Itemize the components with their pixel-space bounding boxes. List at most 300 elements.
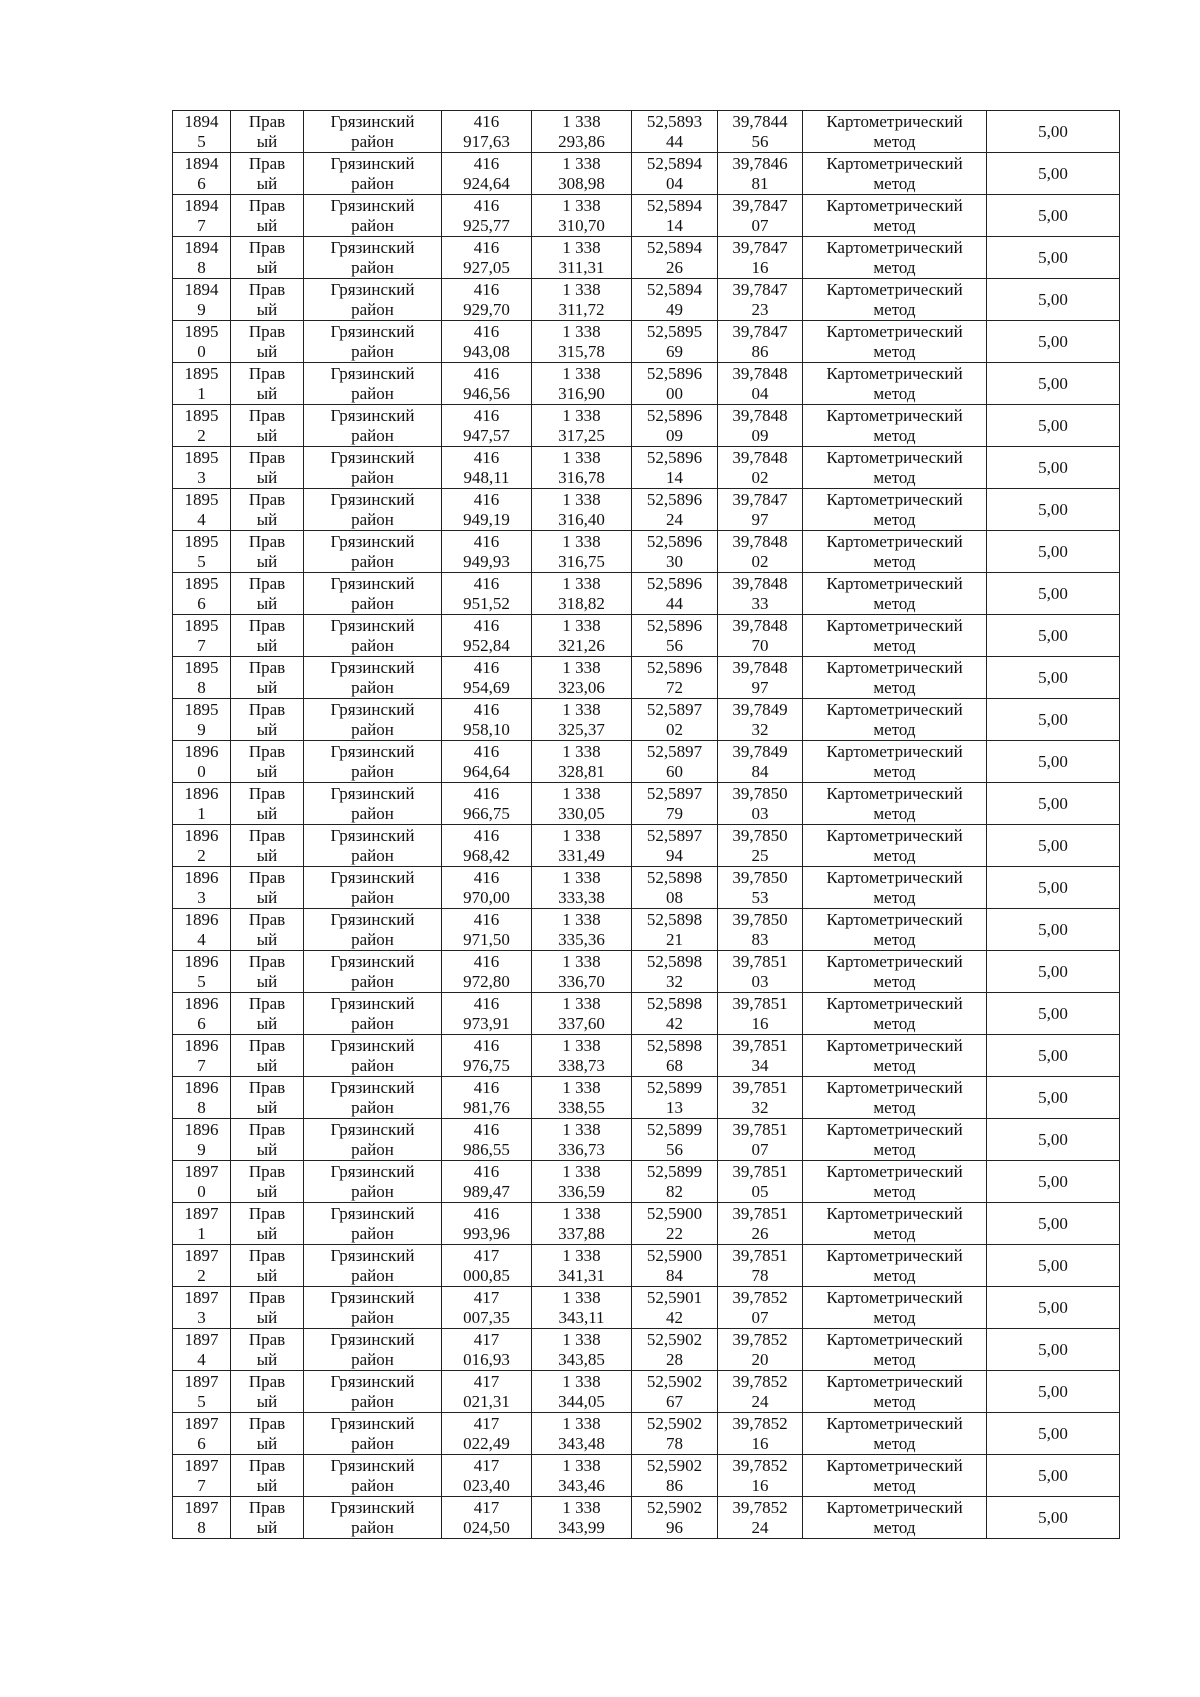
bank-side-cell: [231, 909, 304, 951]
cell-text: 42: [666, 1307, 683, 1327]
point-number-cell: [173, 1455, 231, 1497]
longitude-cell: [718, 489, 803, 531]
longitude-cell: [718, 1077, 803, 1119]
cell-text: Картометрический: [826, 195, 963, 215]
cell-text: 1 338: [562, 405, 601, 425]
cell-text: 417: [473, 1455, 500, 1475]
cell-text: 6: [197, 1433, 206, 1453]
cell-text: 1896: [184, 867, 219, 887]
cell-text: 39,7847: [732, 195, 788, 215]
bank-side-cell: [231, 405, 304, 447]
latitude-cell: [632, 1287, 718, 1329]
cell-text: Прав: [248, 1287, 286, 1307]
cell-text: метод: [873, 677, 916, 697]
point-number-cell: [173, 909, 231, 951]
cell-text: 52,5898: [646, 909, 703, 929]
cell-text: 1 338: [562, 1203, 601, 1223]
cell-text: 1897: [184, 1497, 219, 1517]
bank-side-cell: [231, 363, 304, 405]
cell-text: 343,11: [558, 1307, 605, 1327]
longitude-cell: [718, 867, 803, 909]
cell-text: 22: [666, 1223, 683, 1243]
cell-text: 336,73: [558, 1139, 605, 1159]
latitude-cell: [632, 951, 718, 993]
coord-y-cell: [532, 867, 632, 909]
coord-x-cell: [442, 1161, 532, 1203]
cell-text: 5,00: [1038, 961, 1068, 981]
cell-text: Прав: [248, 111, 286, 131]
longitude-cell: [718, 615, 803, 657]
cell-text: 97: [751, 677, 769, 697]
cell-text: 416: [473, 531, 500, 551]
cell-text: 39,7848: [732, 573, 788, 593]
table-row: [173, 1497, 1120, 1539]
accuracy-cell: [987, 111, 1120, 153]
coord-y-cell: [532, 1245, 632, 1287]
cell-text: 1 338: [562, 447, 601, 467]
district-cell: [304, 1245, 442, 1287]
cell-text: 44: [666, 131, 683, 151]
cell-text: 7: [197, 635, 206, 655]
cell-text: Картометрический: [826, 489, 963, 509]
cell-text: Картометрический: [826, 531, 963, 551]
cell-text: 96: [666, 1517, 683, 1537]
cell-text: метод: [873, 1139, 916, 1159]
bank-side-cell: [231, 447, 304, 489]
cell-text: 39,7852: [732, 1371, 788, 1391]
cell-text: 70: [751, 635, 769, 655]
cell-text: 1 338: [562, 699, 601, 719]
cell-text: Картометрический: [826, 1455, 963, 1475]
cell-text: 981,76: [463, 1097, 510, 1117]
cell-text: 39,7852: [732, 1413, 788, 1433]
cell-text: 5,00: [1038, 751, 1068, 771]
cell-text: Картометрический: [826, 447, 963, 467]
cell-text: 1 338: [562, 867, 601, 887]
cell-text: 315,78: [558, 341, 605, 361]
cell-text: Грязинский: [330, 867, 415, 887]
longitude-cell: [718, 1035, 803, 1077]
cell-text: 5,00: [1038, 709, 1068, 729]
accuracy-cell: [987, 951, 1120, 993]
coord-x-cell: [442, 1413, 532, 1455]
bank-side-cell: [231, 237, 304, 279]
cell-text: 83: [751, 929, 769, 949]
bank-side-cell: [231, 1455, 304, 1497]
cell-text: ый: [256, 1475, 278, 1495]
cell-text: 52,5902: [646, 1413, 703, 1433]
cell-text: 416: [473, 279, 500, 299]
cell-text: метод: [873, 1055, 916, 1075]
latitude-cell: [632, 363, 718, 405]
bank-side-cell: [231, 1203, 304, 1245]
cell-text: Грязинский: [330, 1161, 415, 1181]
cell-text: ый: [256, 1433, 278, 1453]
cell-text: Картометрический: [826, 363, 963, 383]
district-cell: [304, 573, 442, 615]
method-cell: [803, 111, 987, 153]
cell-text: 84: [751, 761, 769, 781]
latitude-cell: [632, 405, 718, 447]
cell-text: Грязинский: [330, 951, 415, 971]
table-row: [173, 615, 1120, 657]
cell-text: метод: [873, 1013, 916, 1033]
cell-text: Картометрический: [826, 1329, 963, 1349]
cell-text: 52,5902: [646, 1497, 703, 1517]
cell-text: Грязинский: [330, 1119, 415, 1139]
cell-text: 5,00: [1038, 583, 1068, 603]
method-cell: [803, 1329, 987, 1371]
cell-text: 416: [473, 405, 500, 425]
coord-x-cell: [442, 951, 532, 993]
cell-text: ый: [256, 971, 278, 991]
longitude-cell: [718, 195, 803, 237]
cell-text: 52,5902: [646, 1455, 703, 1475]
cell-text: Грязинский: [330, 447, 415, 467]
cell-text: 5,00: [1038, 121, 1068, 141]
accuracy-cell: [987, 1035, 1120, 1077]
cell-text: 52,5896: [646, 405, 703, 425]
cell-text: 5,00: [1038, 1339, 1068, 1359]
cell-text: 39,7847: [732, 237, 788, 257]
cell-text: район: [351, 1055, 394, 1075]
accuracy-cell: [987, 1077, 1120, 1119]
latitude-cell: [632, 783, 718, 825]
cell-text: 416: [473, 363, 500, 383]
cell-text: 16: [751, 257, 769, 277]
cell-text: метод: [873, 467, 916, 487]
latitude-cell: [632, 657, 718, 699]
table-row: [173, 783, 1120, 825]
cell-text: 24: [751, 1391, 769, 1411]
coord-x-cell: [442, 1119, 532, 1161]
latitude-cell: [632, 1329, 718, 1371]
cell-text: 67: [666, 1391, 683, 1411]
latitude-cell: [632, 615, 718, 657]
cell-text: 39,7851: [732, 1035, 788, 1055]
cell-text: 417: [473, 1497, 500, 1517]
cell-text: 330,05: [558, 803, 605, 823]
cell-text: 8: [197, 1517, 206, 1537]
cell-text: 39,7851: [732, 951, 788, 971]
cell-text: район: [351, 1013, 394, 1033]
cell-text: Прав: [248, 741, 286, 761]
cell-text: ый: [256, 383, 278, 403]
table-row: [173, 909, 1120, 951]
table-row: [173, 699, 1120, 741]
cell-text: 7: [197, 1055, 206, 1075]
cell-text: 52,5894: [646, 153, 703, 173]
cell-text: 52,5896: [646, 573, 703, 593]
latitude-cell: [632, 993, 718, 1035]
bank-side-cell: [231, 699, 304, 741]
cell-text: 39,7851: [732, 1161, 788, 1181]
coord-y-cell: [532, 909, 632, 951]
method-cell: [803, 699, 987, 741]
bank-side-cell: [231, 195, 304, 237]
cell-text: 39,7851: [732, 1203, 788, 1223]
method-cell: [803, 1077, 987, 1119]
bank-side-cell: [231, 1119, 304, 1161]
coord-y-cell: [532, 363, 632, 405]
table-body: [173, 111, 1120, 1539]
cell-text: 5,00: [1038, 1381, 1068, 1401]
cell-text: Прав: [248, 405, 286, 425]
cell-text: 1: [197, 1223, 206, 1243]
latitude-cell: [632, 1455, 718, 1497]
bank-side-cell: [231, 1287, 304, 1329]
point-number-cell: [173, 447, 231, 489]
cell-text: ый: [256, 1181, 278, 1201]
cell-text: Картометрический: [826, 405, 963, 425]
cell-text: 1895: [184, 489, 219, 509]
cell-text: 5,00: [1038, 1297, 1068, 1317]
cell-text: 02: [751, 551, 769, 571]
method-cell: [803, 1497, 987, 1539]
latitude-cell: [632, 1371, 718, 1413]
cell-text: 416: [473, 1203, 500, 1223]
cell-text: 1897: [184, 1455, 219, 1475]
cell-text: ый: [256, 1139, 278, 1159]
bank-side-cell: [231, 783, 304, 825]
cell-text: 1 338: [562, 195, 601, 215]
point-number-cell: [173, 321, 231, 363]
cell-text: 5,00: [1038, 919, 1068, 939]
cell-text: 52,5896: [646, 531, 703, 551]
cell-text: ый: [256, 1097, 278, 1117]
method-cell: [803, 615, 987, 657]
point-number-cell: [173, 1119, 231, 1161]
cell-text: 03: [751, 803, 769, 823]
longitude-cell: [718, 741, 803, 783]
longitude-cell: [718, 1455, 803, 1497]
cell-text: 39,7852: [732, 1287, 788, 1307]
cell-text: ый: [256, 1223, 278, 1243]
longitude-cell: [718, 279, 803, 321]
cell-text: Грязинский: [330, 279, 415, 299]
cell-text: 311,31: [558, 257, 605, 277]
cell-text: район: [351, 1223, 394, 1243]
cell-text: район: [351, 257, 394, 277]
cell-text: 56: [666, 1139, 683, 1159]
coord-y-cell: [532, 1413, 632, 1455]
table-row: [173, 1035, 1120, 1077]
coord-x-cell: [442, 867, 532, 909]
cell-text: 1896: [184, 1077, 219, 1097]
cell-text: район: [351, 467, 394, 487]
cell-text: 1895: [184, 615, 219, 635]
cell-text: 02: [751, 467, 769, 487]
cell-text: метод: [873, 971, 916, 991]
cell-text: 972,80: [463, 971, 510, 991]
point-number-cell: [173, 1497, 231, 1539]
cell-text: Прав: [248, 447, 286, 467]
cell-text: Грязинский: [330, 1203, 415, 1223]
cell-text: ый: [256, 635, 278, 655]
point-number-cell: [173, 237, 231, 279]
cell-text: 1896: [184, 993, 219, 1013]
coord-y-cell: [532, 489, 632, 531]
cell-text: район: [351, 425, 394, 445]
cell-text: Картометрический: [826, 615, 963, 635]
cell-text: 416: [473, 1077, 500, 1097]
coord-y-cell: [532, 279, 632, 321]
cell-text: 416: [473, 195, 500, 215]
cell-text: Картометрический: [826, 1371, 963, 1391]
cell-text: 16: [751, 1475, 769, 1495]
cell-text: ый: [256, 257, 278, 277]
cell-text: 1 338: [562, 489, 601, 509]
cell-text: 1 338: [562, 825, 601, 845]
cell-text: 8: [197, 677, 206, 697]
cell-text: 39,7847: [732, 279, 788, 299]
cell-text: 16: [751, 1013, 769, 1033]
cell-text: 39,7848: [732, 615, 788, 635]
coord-x-cell: [442, 909, 532, 951]
cell-text: 1 338: [562, 951, 601, 971]
coord-y-cell: [532, 1077, 632, 1119]
table-row: [173, 195, 1120, 237]
cell-text: 024,50: [463, 1517, 510, 1537]
cell-text: 14: [666, 215, 683, 235]
cell-text: 964,64: [463, 761, 510, 781]
coord-x-cell: [442, 363, 532, 405]
district-cell: [304, 237, 442, 279]
cell-text: район: [351, 1349, 394, 1369]
accuracy-cell: [987, 279, 1120, 321]
district-cell: [304, 321, 442, 363]
point-number-cell: [173, 1329, 231, 1371]
accuracy-cell: [987, 615, 1120, 657]
cell-text: Картометрический: [826, 825, 963, 845]
cell-text: 951,52: [463, 593, 510, 613]
cell-text: 1 338: [562, 783, 601, 803]
cell-text: 5,00: [1038, 331, 1068, 351]
coord-y-cell: [532, 237, 632, 279]
bank-side-cell: [231, 657, 304, 699]
table-row: [173, 1245, 1120, 1287]
cell-text: ый: [256, 131, 278, 151]
cell-text: 49: [666, 299, 683, 319]
bank-side-cell: [231, 867, 304, 909]
cell-text: метод: [873, 929, 916, 949]
cell-text: Картометрический: [826, 1119, 963, 1139]
coord-y-cell: [532, 153, 632, 195]
district-cell: [304, 1329, 442, 1371]
cell-text: 947,57: [463, 425, 510, 445]
longitude-cell: [718, 363, 803, 405]
cell-text: Прав: [248, 1119, 286, 1139]
cell-text: Грязинский: [330, 1035, 415, 1055]
cell-text: ый: [256, 1517, 278, 1537]
cell-text: метод: [873, 719, 916, 739]
accuracy-cell: [987, 489, 1120, 531]
longitude-cell: [718, 573, 803, 615]
cell-text: метод: [873, 257, 916, 277]
cell-text: 310,70: [558, 215, 605, 235]
cell-text: ый: [256, 803, 278, 823]
cell-text: Картометрический: [826, 741, 963, 761]
latitude-cell: [632, 447, 718, 489]
latitude-cell: [632, 1035, 718, 1077]
cell-text: 1897: [184, 1413, 219, 1433]
cell-text: 416: [473, 993, 500, 1013]
cell-text: 39,7852: [732, 1329, 788, 1349]
bank-side-cell: [231, 279, 304, 321]
cell-text: 416: [473, 615, 500, 635]
longitude-cell: [718, 1413, 803, 1455]
cell-text: 52,5897: [646, 825, 703, 845]
district-cell: [304, 363, 442, 405]
cell-text: 416: [473, 573, 500, 593]
cell-text: 1897: [184, 1203, 219, 1223]
longitude-cell: [718, 153, 803, 195]
cell-text: 3: [197, 1307, 206, 1327]
table-row: [173, 279, 1120, 321]
cell-text: 293,86: [558, 131, 605, 151]
cell-text: 417: [473, 1413, 500, 1433]
cell-text: Грязинский: [330, 1497, 415, 1517]
cell-text: 5,00: [1038, 1171, 1068, 1191]
cell-text: 318,82: [558, 593, 605, 613]
cell-text: Прав: [248, 363, 286, 383]
cell-text: 986,55: [463, 1139, 510, 1159]
coord-y-cell: [532, 615, 632, 657]
cell-text: 336,70: [558, 971, 605, 991]
cell-text: Картометрический: [826, 657, 963, 677]
table-row: [173, 447, 1120, 489]
coord-x-cell: [442, 153, 532, 195]
method-cell: [803, 1119, 987, 1161]
cell-text: 333,38: [558, 887, 605, 907]
cell-text: 53: [751, 887, 769, 907]
cell-text: метод: [873, 1265, 916, 1285]
cell-text: 1 338: [562, 321, 601, 341]
cell-text: 1 338: [562, 237, 601, 257]
cell-text: 1894: [184, 195, 219, 215]
longitude-cell: [718, 1497, 803, 1539]
cell-text: район: [351, 551, 394, 571]
cell-text: 416: [473, 237, 500, 257]
cell-text: 09: [751, 425, 769, 445]
accuracy-cell: [987, 1413, 1120, 1455]
cell-text: Картометрический: [826, 951, 963, 971]
district-cell: [304, 279, 442, 321]
cell-text: 5,00: [1038, 289, 1068, 309]
cell-text: Картометрический: [826, 573, 963, 593]
table-row: [173, 1203, 1120, 1245]
cell-text: 52,5900: [646, 1245, 703, 1265]
cell-text: 16: [751, 1433, 769, 1453]
accuracy-cell: [987, 153, 1120, 195]
coord-x-cell: [442, 993, 532, 1035]
cell-text: метод: [873, 761, 916, 781]
cell-text: 1895: [184, 363, 219, 383]
cell-text: 1895: [184, 657, 219, 677]
cell-text: 52,5898: [646, 951, 703, 971]
cell-text: 993,96: [463, 1223, 510, 1243]
cell-text: район: [351, 341, 394, 361]
table-row: [173, 741, 1120, 783]
coord-y-cell: [532, 1203, 632, 1245]
cell-text: 52,5895: [646, 321, 703, 341]
cell-text: 4: [197, 1349, 206, 1369]
cell-text: Прав: [248, 531, 286, 551]
cell-text: 79: [666, 803, 683, 823]
cell-text: 39,7846: [732, 153, 788, 173]
coord-x-cell: [442, 825, 532, 867]
method-cell: [803, 1287, 987, 1329]
